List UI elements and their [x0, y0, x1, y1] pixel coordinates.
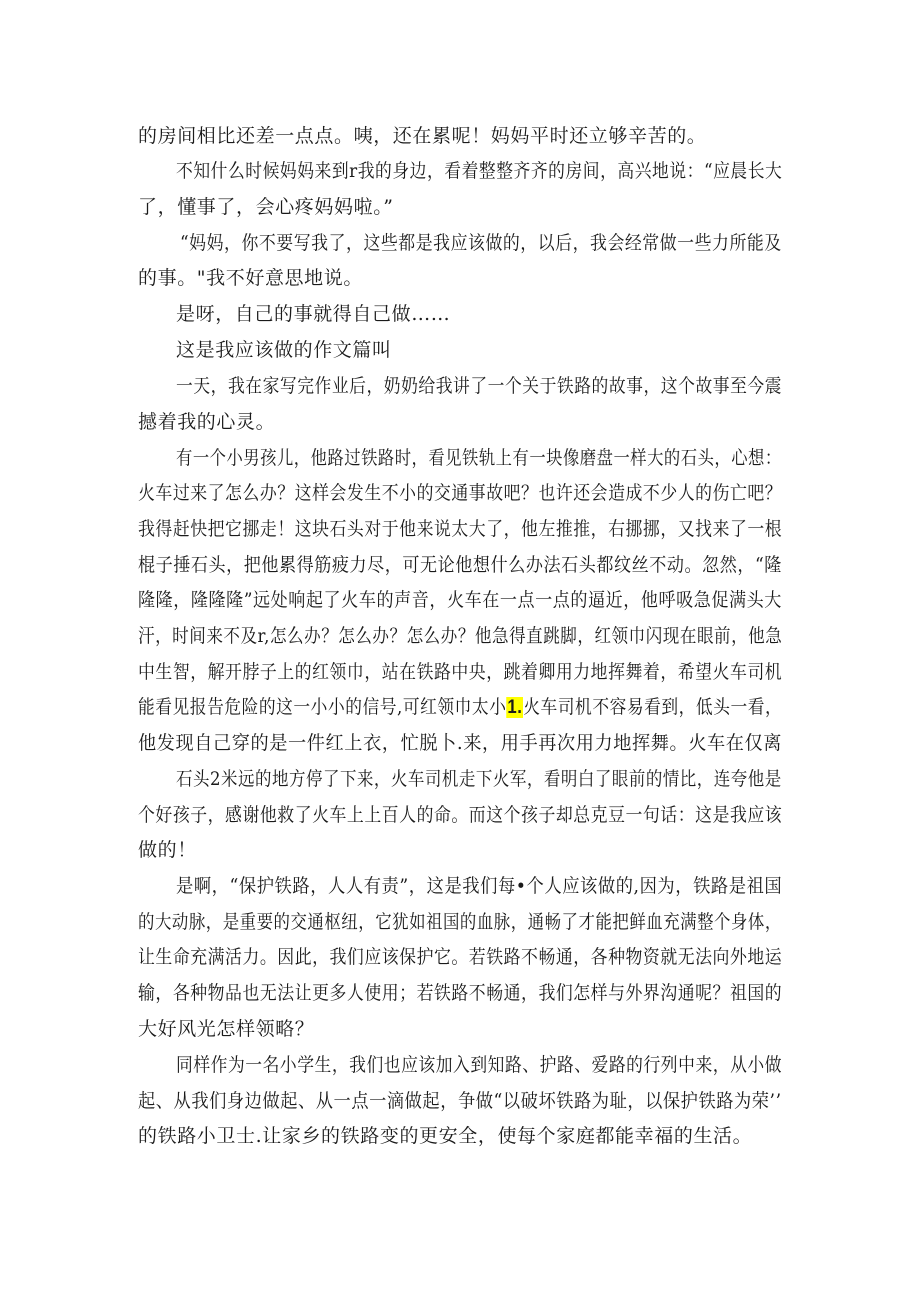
text-line: 的房间相比还差一点点。咦，还在累呢！妈妈平时还立够辛苦的。 — [138, 125, 707, 147]
text-segment: 火车司机不容易看到，低头一看， — [523, 696, 783, 718]
text-line: 一天，我在家写完作业后，奶奶给我讲了一个关于铁路的故事，这个故事至今震 — [176, 375, 783, 397]
text-line: 的铁路小卫士.让家乡的铁路变的更安全，使每个家庭都能幸福的生活。 — [138, 1125, 753, 1147]
text-line: 让生命充满活力。因此，我们应该保护它。若铁路不畅通，各种物资就无法向外地运 — [138, 946, 783, 968]
text-line: 是呀，自己的事就得自己做…… — [176, 303, 451, 325]
text-line: 汗，时间来不及r,怎么办？怎么办？怎么办？他急得直跳脚，红领巾闪现在眼前，他急 — [138, 625, 783, 647]
text-line: 不知什么时候妈妈来到r我的身边，看着整整齐齐的房间，高兴地说：“应晨长大 — [176, 160, 783, 182]
text-line: 了，懂事了，会心疼妈妈啦。” — [138, 196, 394, 218]
text-line: 的事。"我不好意思地说。 — [138, 267, 363, 289]
text-line: 大好风光怎样领略？ — [138, 1018, 315, 1040]
text-line: “妈妈，你不要写我了，这些都是我应该做的，以后，我会经常做一些力所能及 — [180, 232, 782, 254]
text-line: 有一个小男孩儿，他路过铁路时，看见铁轨上有一块像磨盘一样大的石头，心想： — [176, 447, 782, 469]
text-line: 他发现自己穿的是一件红上衣，忙脱卜.来，用手再次用力地挥舞。火车在仅离 — [138, 732, 783, 754]
text-line: 我得赶快把它挪走！这块石头对于他来说太大了，他左推推，右挪挪，又找来了一根 — [138, 518, 783, 540]
text-line: 撼着我的心灵。 — [138, 411, 276, 433]
text-segment: 能看见报告危险的这一小小的信号,可红领巾太小 — [138, 696, 507, 718]
text-line: 火车过来了怎么办？这样会发生不小的交通事故吧？也许还会造成不少人的伤亡吧？ — [138, 482, 783, 504]
text-line: 是啊，“保护铁路，人人有责”，这是我们每•个人应该做的,因为，铁路是祖国 — [176, 875, 783, 897]
text-line-highlighted — [138, 695, 782, 720]
text-line: 石头2米远的地方停了下来，火车司机走下火军，看明白了眼前的情比，连夸他是 — [176, 768, 782, 790]
text-line: 棍子捶石头，把他累得筋疲力尽，可无论他想什么办法石头都纹丝不动。忽然，“隆 — [138, 554, 782, 576]
text-line: 隆隆，隆隆隆”远处响起了火车的声音，火车在一点一点的逼近，他呼吸急促满头大 — [138, 589, 782, 611]
section-heading: 这是我应该做的作文篇叫 — [176, 339, 392, 361]
text-line: 的大动脉，是重要的交通枢纽，它犹如祖国的血脉，通畅了才能把鲜血充满整个身体， — [138, 911, 782, 933]
highlight-mark: 1. — [507, 697, 523, 718]
text-line: 做的！ — [138, 839, 197, 861]
text-line: 输，各种物品也无法让更多人使用；若铁路不畅通，我们怎样与外界沟通呢？祖国的 — [138, 982, 783, 1004]
text-line: 起、从我们身边做起、从一点一滴做起，争做“以破坏铁路为耻，以保护铁路为荣’’ — [138, 1090, 782, 1112]
text-line: 中生智，解开脖子上的红领巾，站在铁路中央，跳着卿用力地挥舞着，希望火车司机 — [138, 661, 783, 683]
text-line: 同样作为一名小学生，我们也应该加入到知路、护路、爱路的行列中来，从小做 — [176, 1054, 783, 1076]
text-line: 个好孩子，感谢他救了火车上上百人的命。而这个孩子却总克豆一句话：这是我应该 — [138, 804, 783, 826]
